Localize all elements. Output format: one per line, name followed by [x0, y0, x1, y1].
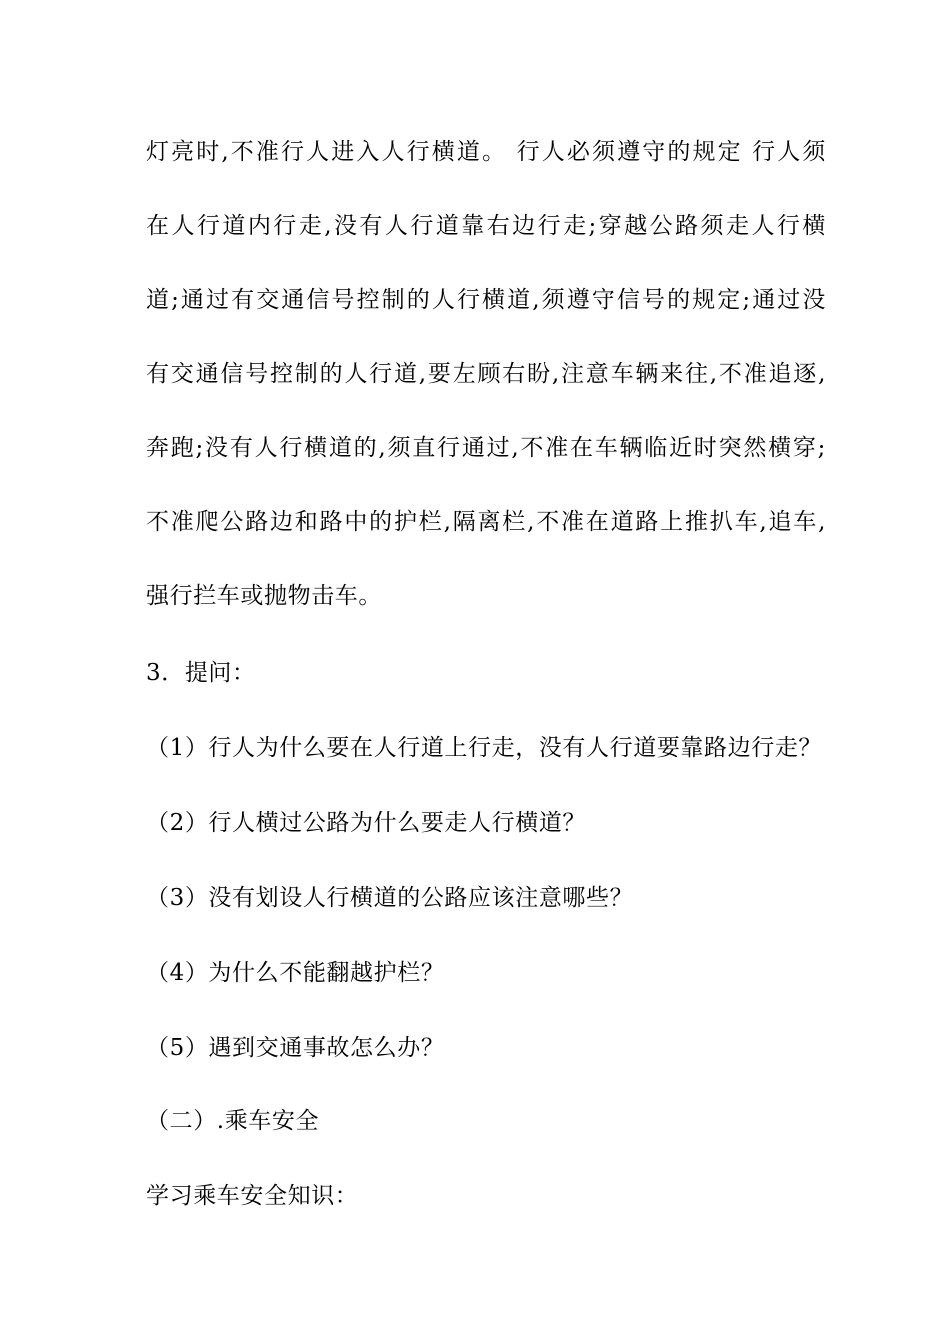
paragraph-line: 道;通过有交通信号控制的人行横道,须遵守信号的规定;通过没 — [146, 287, 826, 313]
closing-line: 学习乘车安全知识： — [146, 1183, 359, 1209]
paragraph-line: 奔跑;没有人行横道的,须直行通过,不准在车辆临近时突然横穿; — [146, 435, 826, 461]
section-heading: 3．提问： — [146, 660, 256, 686]
paragraph-line: 强行拦车或抛物击车。 — [146, 583, 382, 609]
question-item: （3）没有划设人行横道的公路应该注意哪些？ — [146, 885, 634, 911]
subsection-heading: （二）.乘车安全 — [146, 1108, 320, 1134]
paragraph-line: 在人行道内行走,没有人行道靠右边行走;穿越公路须走人行横 — [146, 213, 826, 239]
paragraph-line: 有交通信号控制的人行道,要左顾右盼,注意车辆来往,不准追逐, — [146, 361, 826, 387]
paragraph-line: 灯亮时,不准行人进入人行横道。 行人必须遵守的规定 行人须 — [146, 139, 826, 165]
question-item: （5）遇到交通事故怎么办？ — [146, 1035, 445, 1061]
question-item: （2）行人横过公路为什么要走人行横道？ — [146, 810, 587, 836]
question-item: （4）为什么不能翻越护栏？ — [146, 960, 445, 986]
question-item: （1）行人为什么要在人行道上行走，没有人行道要靠路边行走？ — [146, 735, 823, 761]
paragraph-line: 不准爬公路边和路中的护栏,隔离栏,不准在道路上推扒车,追车, — [146, 509, 826, 535]
